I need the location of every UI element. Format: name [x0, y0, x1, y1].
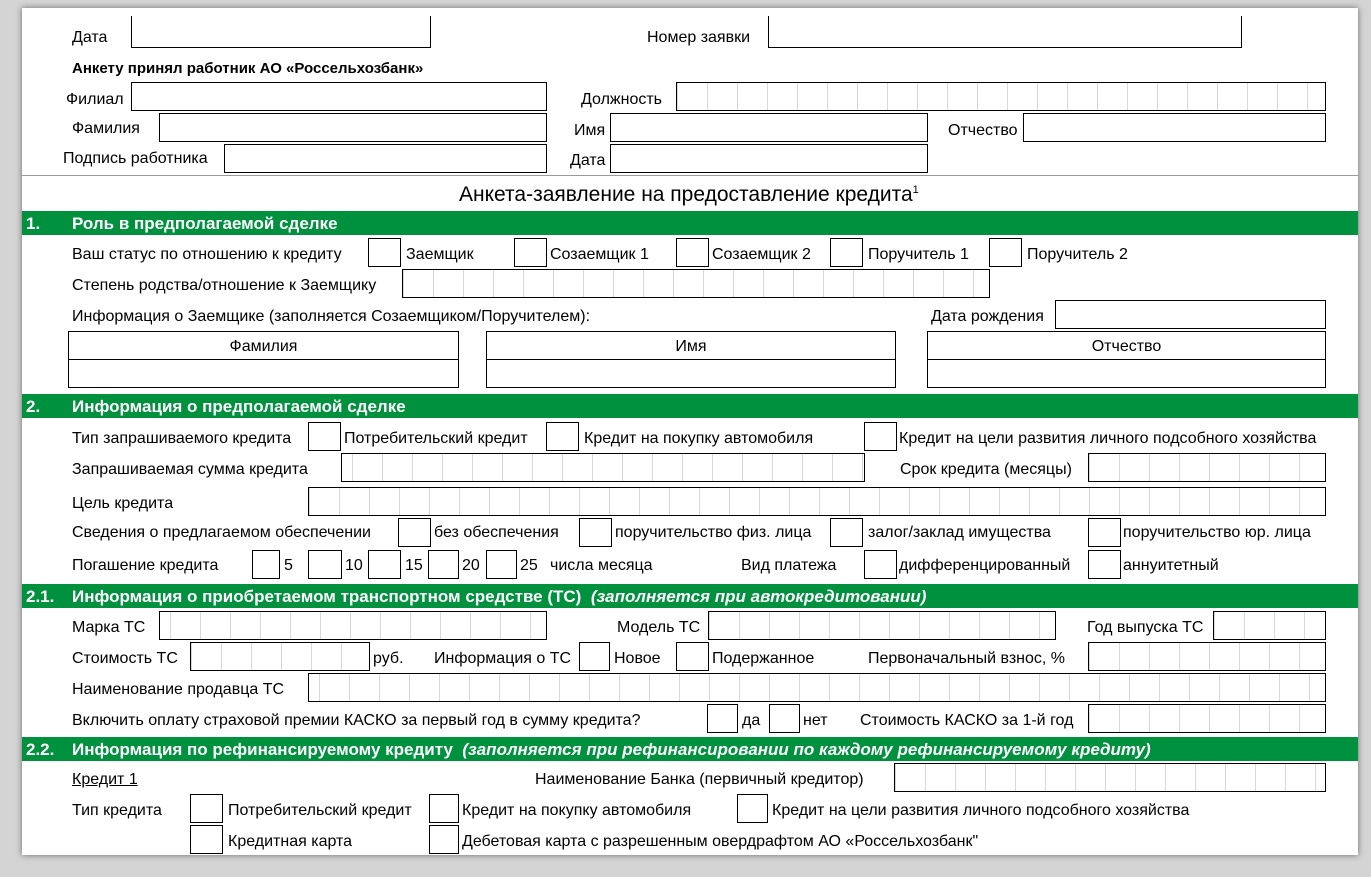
section-21-bar — [22, 584, 1358, 608]
signature-field[interactable] — [224, 144, 547, 173]
model-label: Модель ТС — [617, 619, 701, 636]
days-suffix: числа месяца — [550, 557, 653, 574]
cost-field[interactable] — [190, 642, 370, 671]
down-payment-label: Первоначальный взнос, % — [868, 650, 1066, 667]
term-label: Срок кредита (месяцы) — [900, 461, 1072, 478]
collateral-none: без обеспечения — [434, 524, 559, 541]
borrower-name-header — [486, 331, 896, 360]
credit-type-consumer-checkbox[interactable] — [308, 422, 341, 451]
divider — [22, 175, 1358, 176]
refi-farm: Кредит на цели развития личного подсобного хозяйства — [772, 802, 1190, 819]
brand-label: Марка ТС — [72, 619, 146, 636]
repayment-day-20: 20 — [462, 557, 480, 574]
repayment-day-15: 15 — [405, 557, 423, 574]
credit-type-farm: Кредит на цели развития личного подсобного хозяйства — [899, 430, 1317, 447]
collateral-pledge-checkbox[interactable] — [830, 518, 863, 547]
status-guarantor1-checkbox[interactable] — [830, 238, 863, 267]
position-field[interactable] — [676, 82, 1326, 111]
credit-type-label: Тип запрашиваемого кредита — [72, 430, 292, 447]
repayment-label: Погашение кредита — [72, 557, 219, 574]
seller-label: Наименование продавца ТС — [72, 681, 285, 698]
term-field[interactable] — [1088, 453, 1326, 482]
patronymic-label: Отчество — [948, 122, 1018, 139]
payment-differentiated-checkbox[interactable] — [864, 550, 897, 579]
kasko-no: нет — [803, 712, 828, 729]
model-field[interactable] — [708, 611, 1056, 640]
section-2-number: 2. — [26, 397, 41, 416]
amount-field[interactable] — [341, 453, 865, 482]
section-22-title — [72, 741, 1151, 758]
birth-date-label: Дата рождения — [931, 308, 1044, 325]
collateral-pledge: залог/заклад имущества — [868, 524, 1051, 541]
collateral-individual-checkbox[interactable] — [579, 518, 612, 547]
kasko-cost-label: Стоимость КАСКО за 1-й год — [860, 712, 1074, 729]
refi-consumer-checkbox[interactable] — [190, 794, 223, 823]
credit-type-consumer: Потребительский кредит — [344, 430, 528, 447]
year-field[interactable] — [1213, 611, 1326, 640]
refi-auto: Кредит на покупку автомобиля — [462, 802, 692, 819]
vehicle-new: Новое — [614, 650, 661, 667]
status-option-coborrower2: Созаемщик 2 — [712, 246, 811, 263]
refi-auto-checkbox[interactable] — [429, 794, 459, 823]
name-field[interactable] — [610, 113, 928, 142]
borrower-patronymic-header-text: Отчество — [1091, 338, 1162, 355]
down-payment-field[interactable] — [1088, 642, 1326, 671]
section-22-number: 2.2. — [26, 740, 55, 759]
borrower-info-label: Информация о Заемщике (заполняется Созаемщиком/Поручителем): — [72, 308, 591, 325]
relation-field[interactable] — [402, 269, 990, 298]
accepted-by-heading: Анкету принял работник АО «Россельхозбанк» — [72, 60, 424, 77]
kasko-cost-field[interactable] — [1088, 704, 1326, 733]
position-label: Должность — [581, 91, 662, 108]
collateral-legal: поручительство юр. лица — [1123, 524, 1311, 541]
form-title — [459, 184, 919, 205]
relation-label: Степень родства/отношение к Заемщику — [72, 277, 377, 294]
status-label: Ваш статус по отношению к кредиту — [72, 246, 342, 263]
collateral-none-checkbox[interactable] — [398, 518, 431, 547]
section-21-number: 2.1. — [26, 587, 55, 606]
kasko-question: Включить оплату страховой премии КАСКО за первый год в сумму кредита? — [72, 712, 641, 729]
section-21-title — [72, 588, 926, 605]
status-borrower-checkbox[interactable] — [368, 238, 401, 267]
repayment-day-5: 5 — [284, 557, 293, 574]
request-number-field[interactable] — [768, 16, 1242, 48]
bank-label: Наименование Банка (первичный кредитор) — [535, 771, 864, 788]
borrower-surname-header — [68, 331, 459, 360]
branch-label: Филиал — [66, 91, 124, 108]
section-2-bar — [22, 394, 1358, 418]
section-1-bar — [22, 211, 1358, 235]
borrower-name-header-text: Имя — [675, 338, 707, 355]
kasko-yes: да — [742, 712, 761, 729]
repayment-day-20-checkbox[interactable] — [428, 550, 459, 579]
bank-field[interactable] — [894, 763, 1326, 792]
payment-annuity: аннуитетный — [1123, 557, 1219, 574]
refi-credit-card-checkbox[interactable] — [190, 825, 223, 854]
repayment-day-15-checkbox[interactable] — [368, 550, 401, 579]
payment-type-label: Вид платежа — [741, 557, 837, 574]
borrower-surname-header-text: Фамилия — [229, 338, 298, 355]
status-guarantor2-checkbox[interactable] — [989, 238, 1022, 267]
request-number-label: Номер заявки — [647, 29, 751, 46]
collateral-individual: поручительство физ. лица — [615, 524, 812, 541]
currency-label: руб. — [373, 650, 404, 667]
borrower-patronymic-field[interactable] — [927, 359, 1326, 388]
application-form-page — [22, 8, 1358, 855]
signature-label: Подпись работника — [63, 150, 208, 167]
refi-debit-card-checkbox[interactable] — [429, 825, 459, 854]
borrower-patronymic-header — [927, 331, 1326, 360]
form-title-text: Анкета-заявление на предоставление кредита — [459, 183, 913, 206]
status-option-guarantor2: Поручитель 2 — [1027, 246, 1128, 263]
status-coborrower1-checkbox[interactable] — [514, 238, 547, 267]
form-title-footnote: 1 — [912, 184, 919, 196]
year-label: Год выпуска ТС — [1087, 619, 1204, 636]
name-label: Имя — [574, 122, 606, 139]
repayment-day-25-checkbox[interactable] — [486, 550, 517, 579]
surname-label: Фамилия — [72, 120, 140, 137]
refi-consumer: Потребительский кредит — [228, 802, 412, 819]
section-1-number: 1. — [26, 214, 41, 233]
refi-debit-card: Дебетовая карта с разрешенным овердрафтом АО «Россельхозбанк" — [462, 833, 979, 850]
repayment-day-10: 10 — [345, 557, 363, 574]
birth-date-field[interactable] — [1055, 300, 1326, 329]
section-1-title: Роль в предполагаемой сделке — [72, 214, 338, 233]
seller-field[interactable] — [308, 673, 1326, 702]
section-21-note: (заполняется при автокредитовании) — [590, 587, 927, 606]
payment-annuity-checkbox[interactable] — [1088, 550, 1121, 579]
date-label: Дата — [72, 29, 108, 46]
payment-differentiated: дифференцированный — [899, 557, 1071, 574]
patronymic-field[interactable] — [1023, 113, 1326, 142]
purpose-label: Цель кредита — [72, 495, 174, 512]
status-option-borrower: Заемщик — [406, 246, 474, 263]
credit-type-auto-checkbox[interactable] — [546, 422, 579, 451]
kasko-no-checkbox[interactable] — [769, 704, 800, 733]
credit-1-label: Кредит 1 — [72, 771, 138, 788]
collateral-label: Сведения о предлагаемом обеспечении — [72, 524, 371, 541]
refi-credit-card: Кредитная карта — [228, 833, 353, 850]
surname-field[interactable] — [159, 113, 547, 142]
credit-type-auto: Кредит на покупку автомобиля — [584, 430, 814, 447]
collateral-legal-checkbox[interactable] — [1088, 518, 1121, 547]
repayment-day-5-checkbox[interactable] — [252, 550, 280, 579]
section-2-title: Информация о предполагаемой сделке — [72, 397, 406, 416]
info-label: Информация о ТС — [434, 650, 572, 667]
kasko-yes-checkbox[interactable] — [707, 704, 738, 733]
section-22-note: (заполняется при рефинансировании по каждому рефинансируемому кредиту) — [462, 740, 1151, 759]
section-21-title-text: Информация о приобретаемом транспортном средстве (ТС) — [72, 587, 582, 606]
borrower-surname-field[interactable] — [68, 359, 459, 388]
borrower-name-field[interactable] — [486, 359, 896, 388]
brand-field[interactable] — [159, 611, 547, 640]
date2-label: Дата — [570, 152, 606, 169]
refi-farm-checkbox[interactable] — [737, 794, 768, 823]
branch-field[interactable] — [131, 82, 547, 111]
status-coborrower2-checkbox[interactable] — [676, 238, 709, 267]
amount-label: Запрашиваемая сумма кредита — [72, 461, 308, 478]
cost-label: Стоимость ТС — [72, 650, 178, 667]
vehicle-used: Подержанное — [712, 650, 815, 667]
status-option-coborrower1: Созаемщик 1 — [550, 246, 649, 263]
section-22-bar — [22, 737, 1358, 761]
section-22-title-text: Информация по рефинансируемому кредиту — [72, 740, 453, 759]
credit-type-farm-checkbox[interactable] — [864, 422, 897, 451]
vehicle-used-checkbox[interactable] — [676, 642, 709, 671]
repayment-day-10-checkbox[interactable] — [308, 550, 342, 579]
purpose-field[interactable] — [308, 487, 1326, 516]
date2-field[interactable] — [610, 144, 928, 173]
status-option-guarantor1: Поручитель 1 — [868, 246, 969, 263]
vehicle-new-checkbox[interactable] — [579, 642, 610, 671]
date-field[interactable] — [131, 16, 431, 48]
refi-type-label: Тип кредита — [72, 802, 162, 819]
repayment-day-25: 25 — [520, 557, 538, 574]
